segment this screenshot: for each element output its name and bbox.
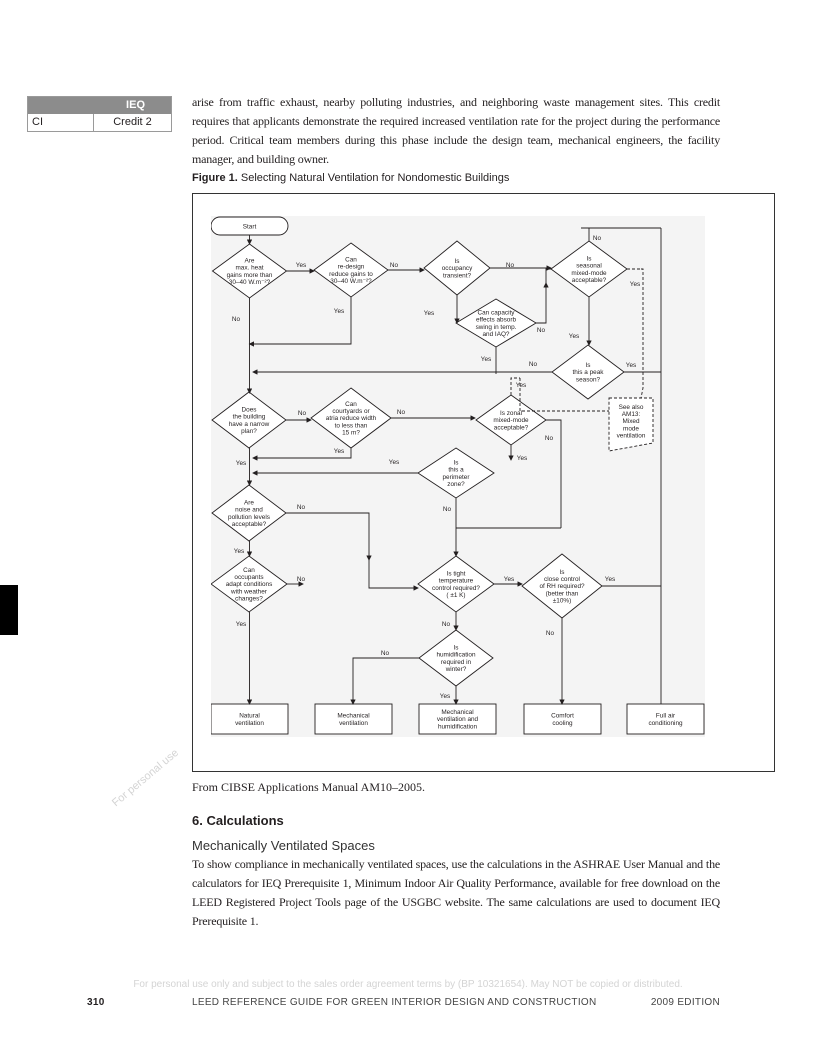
section-tab-marker [0,585,18,635]
node-text-d8: 15 m? [342,429,360,437]
node-text-d14: close control [544,576,580,583]
page-number: 310 [87,997,105,1008]
node-text-d1: max. heat [235,264,264,272]
no-label: No [296,504,306,511]
node-text-d10: zone? [447,481,465,488]
yes-label: Yes [439,693,451,700]
node-text-o4: cooling [552,719,573,727]
yes-label: Yes [629,281,641,288]
node-text-d10: perimeter [442,473,470,481]
node-text-d3: occupancy [441,265,473,273]
flowchart [211,216,705,737]
node-text-d15: required in [440,658,472,666]
yes-label: Yes [515,382,527,389]
node-text-d9: acceptable? [493,424,529,432]
node-text-d13: ( ±1 K) [446,592,466,599]
node-text-d11: noise and [235,506,263,514]
node-text-d11: acceptable? [231,521,267,528]
no-label: No [396,409,406,416]
node-text-d4: mixed-mode [571,269,607,277]
node-text-d13: control required? [432,584,480,592]
node-text-d1: Are [244,257,255,265]
figure-label: Figure 1. [192,172,238,184]
figure-source: From CIBSE Applications Manual AM10–2005. [192,780,426,794]
no-label: No [545,630,555,637]
no-label: No [505,262,515,269]
yes-label: Yes [604,576,616,583]
node-text-note: See also [618,403,644,411]
yes-label: Yes [333,448,345,455]
node-text-d2: re-design [337,263,365,271]
node-text-d7: have a narrow [228,420,270,428]
sidebar-col2: Credit 2 [113,116,152,128]
no-label: No [389,262,399,269]
footer-edition: 2009 EDITION [650,997,720,1008]
node-text-o3: humidification [437,723,478,731]
section-heading: 6. Calculations [192,813,284,828]
node-text-d10: this a [448,466,464,474]
node-text-d10: Is [453,459,459,467]
diagonal-watermark: For personal use [110,746,181,810]
node-text-d2: 30–40 W.m⁻²? [330,278,372,285]
node-text-d9: mixed-mode [493,417,529,425]
node-text-d7: Does [241,406,257,414]
node-text-d2: Can [345,256,357,264]
node-text-d8: Can [345,400,357,408]
body-paragraph-2: To show compliance in mechanically ventilated spaces, use the calculations in the ASHRAE User Manual and the calculators for IEQ Prerequisite 1, Minimum Indoor Air Quality Performance, available for free download on the LEED Registered Project Tools page of the USGBC website. The same calculations are used to document IEQ Prerequisite 1. [192,857,720,928]
figure-caption [192,172,509,184]
node-text-d15: Is [453,644,459,652]
node-text-d12: with weather [231,588,267,596]
watermark: For personal use only and subject to the sales order agreement terms by (BP 10321654). May NOT be copied or distributed. [133,979,683,990]
node-text-d14: ±10%) [552,597,572,605]
node-text-note: mode [623,425,639,433]
node-text-d3: transient? [442,272,472,280]
yes-label: Yes [568,333,580,340]
node-text-o4: Comfort [551,712,574,720]
node-text-d8: to less than [334,422,368,430]
node-text-d8: atria reduce width [325,415,377,423]
no-label: No [544,435,554,442]
subsection-heading: Mechanically Ventilated Spaces [192,838,375,853]
node-text-o2: Mechanical [337,712,370,720]
yes-label: Yes [503,576,515,583]
node-text-o5: conditioning [648,719,683,727]
yes-label: Yes [333,308,345,315]
figure-title: Selecting Natural Ventilation for Nondomestic Buildings [240,172,510,184]
node-text-d7: the building [232,413,266,421]
no-label: No [297,410,307,417]
node-text-d5: Can capacity [477,309,515,317]
yes-label: Yes [295,262,307,269]
node-text-o3: Mechanical [441,709,474,716]
node-text-d15: humidification [436,651,476,659]
node-text-d4: seasonal [576,262,602,270]
node-text-o5: Full air [655,712,676,720]
no-label: No [442,506,452,513]
no-label: No [441,621,451,628]
yes-label: Yes [235,460,247,467]
node-text-d13: Is tight [446,570,466,578]
node-text-d11: Are [244,499,254,507]
node-text-d4: acceptable? [571,277,607,284]
yes-label: Yes [235,621,247,628]
node-text-d2: reduce gains to [329,270,373,278]
node-text-d12: changes? [235,595,263,603]
node-text-o2: ventilation [339,719,368,727]
node-text-d1: 30–40 W.m⁻²? [228,279,271,286]
node-text-d1: gains more than [226,271,273,279]
yes-label: Yes [516,455,528,462]
sidebar-col1: CI [28,114,94,131]
node-text-d12: occupants [234,574,264,581]
node-text-o1: Natural [239,712,260,720]
yes-label: Yes [233,548,245,555]
node-text-d7: plan? [241,428,257,435]
node-text-d5: and IAQ? [482,331,510,338]
node-text-d12: Can [243,566,255,574]
node-text-d3: Is [454,258,460,265]
node-text-d14: of RH required? [539,583,585,591]
yes-label: Yes [423,310,435,317]
node-text-d5: effects absorb [475,316,517,324]
yes-label: Yes [388,459,400,466]
node-text-d4: Is [586,255,592,263]
node-text-d11: pollution levels [228,513,270,521]
footer-title: LEED REFERENCE GUIDE FOR GREEN INTERIOR DESIGN AND CONSTRUCTION [192,997,597,1008]
node-text-d9: Is zonal [499,410,523,417]
no-label: No [380,650,390,657]
yes-label: Yes [480,356,492,363]
node-text-d8: courtyards or [332,408,370,415]
node-text-d6: Is [585,362,591,369]
node-text-note: Mixed [622,418,640,426]
no-label: No [528,361,538,368]
body-paragraph-1: arise from traffic exhaust, nearby polluting industries, and neighboring waste management sites. This credit requires that applicants demonstrate the required increased ventilation rate for the project during the performance period. Critical team members during this phase include the design team, mechanical engineers, the facility manager, and building owner. [192,95,720,166]
node-text-d6: season? [575,376,601,384]
no-label: No [296,576,306,583]
node-text-d15: winter? [445,666,467,673]
credit-sidebar [27,96,172,132]
no-label: No [592,235,602,242]
sidebar-row [28,114,171,131]
node-text-d6: this a peak [572,369,604,377]
yes-label: Yes [625,362,637,369]
node-text-d12: adapt conditions [225,581,273,589]
sidebar-header: IEQ [28,97,171,114]
node-text-note: ventilation [616,432,646,440]
node-text-o1: ventilation [235,719,264,727]
node-text-d5: swing in temp. [475,323,517,331]
node-text-o3: ventilation and [436,716,479,724]
node-text-d13: temperature [438,577,474,585]
no-label: No [536,327,546,334]
node-text-d14: (better than [545,590,579,598]
node-text-note: AM13: [621,411,641,418]
node-text-d14: Is [559,568,565,576]
start-text: Start [242,223,257,231]
no-label: No [231,316,241,323]
